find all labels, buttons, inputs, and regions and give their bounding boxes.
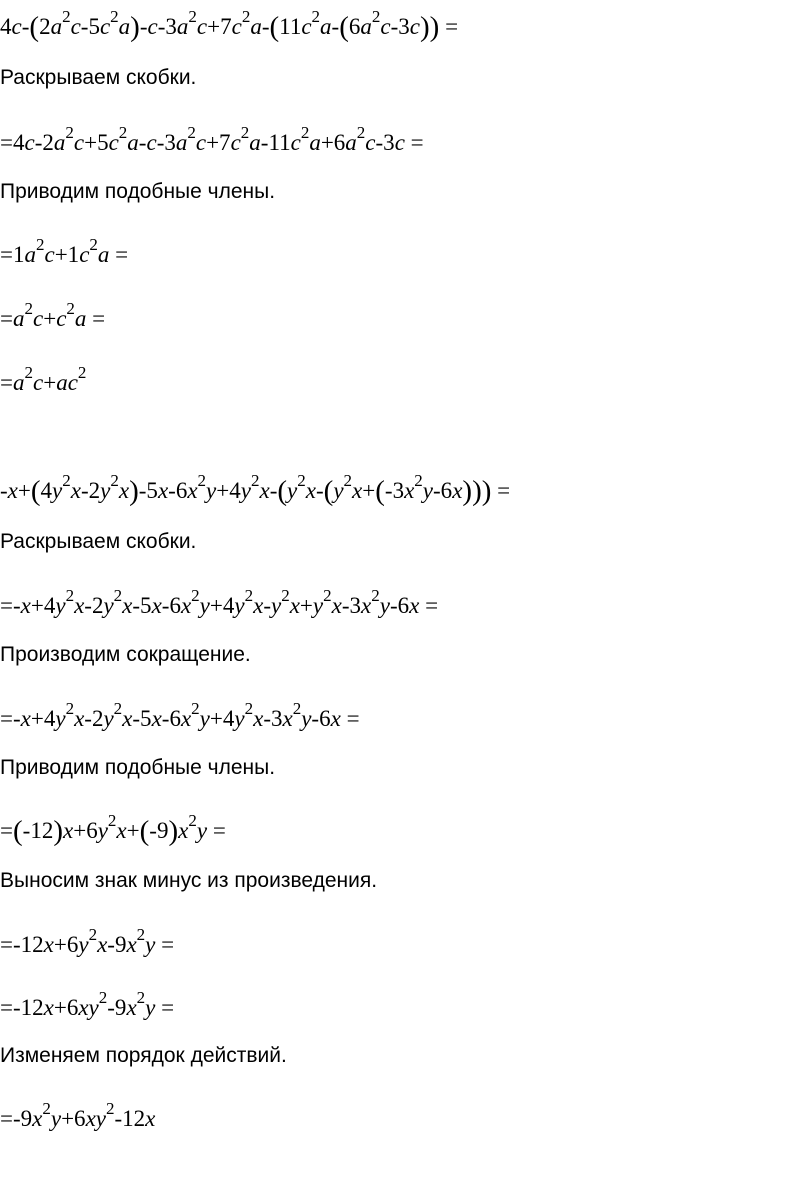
variable: x: [126, 932, 137, 957]
formula-term: =: [207, 818, 226, 843]
variable: x: [452, 478, 463, 503]
variable: y: [97, 818, 108, 843]
variable: c: [32, 370, 44, 395]
formula-term: +: [43, 306, 57, 331]
exponent: 2: [136, 988, 146, 1008]
variable: x: [32, 1106, 43, 1131]
formula-term: +1: [54, 242, 80, 267]
exponent: 2: [24, 363, 33, 383]
variable: a: [50, 14, 63, 39]
formula-term: +4: [30, 706, 56, 731]
variable: c: [365, 130, 376, 155]
variable: x: [97, 932, 108, 957]
formula-term: -6: [161, 706, 181, 731]
formula-term: -2: [34, 130, 54, 155]
formula-term: +6: [61, 1106, 86, 1131]
variable: x: [187, 478, 198, 503]
exponent: 2: [191, 586, 200, 606]
variable: c: [409, 14, 420, 39]
formula-term: +7: [206, 130, 231, 155]
variable: y: [52, 478, 63, 503]
problem2-step5-expr: [0, 988, 175, 1021]
variable: y: [333, 478, 344, 503]
variable: c: [56, 306, 67, 331]
variable: a: [53, 130, 66, 155]
variable: c: [32, 306, 44, 331]
variable: x: [63, 818, 74, 843]
variable: x: [180, 593, 192, 618]
formula-term: 6: [348, 14, 361, 39]
variable: y: [196, 818, 208, 843]
formula-term: +6: [53, 995, 79, 1020]
formula-term: -6: [433, 478, 453, 503]
variable: x: [74, 593, 85, 618]
variable: y: [199, 706, 210, 731]
variable: x: [7, 478, 18, 503]
variable: c: [79, 242, 90, 267]
problem2-step4-expr: [0, 925, 175, 958]
variable: x: [331, 593, 342, 618]
exponent: 2: [343, 471, 353, 491]
variable: x: [361, 593, 372, 618]
exponent: 2: [371, 7, 381, 27]
variable: x: [116, 818, 127, 843]
variable: c: [73, 130, 85, 155]
exponent: 2: [24, 299, 33, 319]
formula-term: =: [0, 130, 13, 155]
problem2-step2-text: Производим сокращение.: [0, 643, 251, 666]
variable: a: [249, 130, 261, 155]
variable: x: [126, 995, 137, 1020]
formula-term: =: [419, 593, 439, 618]
exponent: 2: [281, 586, 290, 606]
formula-term: +: [43, 370, 57, 395]
exponent: 2: [188, 7, 197, 27]
formula-term: -3: [384, 478, 405, 503]
formula-term: =: [109, 242, 129, 267]
formula-term: -5: [132, 593, 152, 618]
formula-term: -: [138, 130, 147, 155]
variable: y: [78, 932, 89, 957]
formula-term: =-12: [0, 932, 44, 957]
exponent: 2: [414, 471, 423, 491]
exponent: 2: [297, 471, 306, 491]
variable: a: [309, 130, 321, 155]
variable: y: [270, 593, 282, 618]
variable: x: [330, 706, 341, 731]
variable: x: [352, 478, 363, 503]
variable: xy: [78, 995, 99, 1020]
exponent: 2: [113, 699, 123, 719]
bracket: (: [269, 11, 280, 43]
exponent: 2: [292, 699, 302, 719]
problem1-expression: [0, 7, 459, 43]
formula-term: +: [362, 478, 376, 503]
variable: y: [145, 932, 156, 957]
exponent: 2: [187, 123, 196, 143]
formula-term: +: [299, 593, 313, 618]
variable: a: [360, 14, 372, 39]
problem2-step6-text: Изменяем порядок действий.: [0, 1044, 287, 1067]
exponent: 2: [371, 586, 380, 606]
problem2-step2-expr: [0, 699, 360, 732]
bracket: (: [277, 475, 288, 507]
variable: a: [12, 370, 25, 395]
formula-term: 4: [0, 14, 12, 39]
variable: y: [379, 593, 390, 618]
problem2-result: [0, 1099, 156, 1132]
formula-term: -5: [80, 14, 100, 39]
variable: c: [108, 130, 119, 155]
variable: a: [320, 14, 332, 39]
formula-term: =: [439, 14, 459, 39]
bracket: ): [472, 475, 482, 507]
exponent: 2: [118, 123, 128, 143]
problem2-step3-text: Приводим подобные члены.: [0, 756, 276, 779]
exponent: 2: [241, 7, 251, 27]
exponent: 2: [240, 123, 250, 143]
formula-term: +5: [84, 130, 109, 155]
variable: a: [127, 130, 139, 155]
variable: a: [250, 14, 262, 39]
bracket: (: [323, 475, 334, 507]
formula-term: =: [155, 932, 175, 957]
formula-term: =-12: [0, 995, 44, 1020]
variable: c: [231, 14, 242, 39]
formula-term: +: [17, 478, 31, 503]
formula-term: =1: [0, 242, 25, 267]
variable: c: [380, 14, 391, 39]
variable: x: [409, 593, 420, 618]
variable: x: [122, 706, 133, 731]
formula-term: +4: [30, 593, 56, 618]
formula-term: +4: [216, 478, 241, 503]
variable: y: [206, 478, 217, 503]
variable: y: [103, 706, 114, 731]
exponent: 2: [88, 925, 98, 945]
variable: x: [253, 706, 264, 731]
formula-term: -6: [389, 593, 410, 618]
formula-term: =-: [0, 593, 21, 618]
variable: y: [234, 706, 245, 731]
problem1-step2-text: Приводим подобные члены.: [0, 180, 276, 203]
bracket: (: [29, 11, 40, 43]
formula-term: +4: [209, 706, 235, 731]
formula-term: =: [404, 130, 424, 155]
exponent: 2: [65, 123, 74, 143]
formula-term: -9: [149, 818, 169, 843]
formula-term: -3: [375, 130, 395, 155]
formula-term: -3: [341, 593, 362, 618]
variable: y: [240, 478, 251, 503]
variable: c: [147, 14, 158, 39]
formula-term: =: [86, 306, 106, 331]
formula-term: =: [491, 478, 511, 503]
formula-term: =: [0, 306, 13, 331]
exponent: 2: [191, 699, 200, 719]
formula-term: -11: [260, 130, 291, 155]
variable: x: [20, 706, 31, 731]
formula-term: =: [0, 818, 13, 843]
bracket: (: [339, 11, 349, 43]
variable: c: [146, 130, 157, 155]
variable: c: [196, 14, 208, 39]
exponent: 2: [110, 7, 119, 27]
variable: y: [422, 478, 434, 503]
variable: x: [70, 478, 81, 503]
formula-term: -: [263, 593, 271, 618]
exponent: 2: [77, 363, 87, 383]
variable: c: [290, 130, 301, 155]
formula-term: +6: [53, 932, 79, 957]
variable: y: [50, 1106, 62, 1131]
bracket: ): [481, 475, 492, 507]
variable: a: [175, 130, 188, 155]
variable: y: [234, 593, 245, 618]
problem1-step3-expr: [0, 299, 106, 332]
variable: c: [44, 242, 55, 267]
exponent: 2: [65, 586, 75, 606]
variable: x: [289, 593, 300, 618]
variable: a: [118, 14, 131, 39]
exponent: 2: [197, 471, 207, 491]
variable: xy: [85, 1106, 106, 1131]
problem1-step1-expr: [0, 123, 424, 156]
formula-term: 4: [40, 478, 53, 503]
formula-term: 11: [279, 14, 302, 39]
formula-term: -: [269, 478, 278, 503]
variable: y: [312, 593, 324, 618]
variable: c: [301, 14, 312, 39]
variable: y: [287, 478, 298, 503]
formula-term: -12: [22, 818, 54, 843]
bracket: ): [53, 815, 63, 847]
variable: x: [118, 478, 130, 503]
formula-term: +6: [73, 818, 98, 843]
exponent: 2: [244, 699, 254, 719]
variable: x: [151, 706, 162, 731]
exponent: 2: [98, 988, 108, 1008]
variable: x: [43, 932, 54, 957]
problem1-step2-expr: [0, 235, 129, 268]
formula-term: -3: [157, 14, 177, 39]
variable: c: [394, 130, 405, 155]
exponent: 2: [110, 471, 119, 491]
variable: x: [43, 995, 54, 1020]
bracket: ): [129, 475, 139, 507]
problem2-step1-text: Раскрываем скобки.: [0, 530, 197, 553]
formula-term: -12: [114, 1106, 146, 1131]
variable: x: [404, 478, 415, 503]
exponent: 2: [244, 586, 254, 606]
problem2-step3-expr: [0, 811, 226, 847]
formula-term: 2: [39, 14, 51, 39]
formula-term: =-: [0, 706, 21, 731]
formula-term: -2: [84, 706, 104, 731]
variable: c: [70, 14, 81, 39]
formula-term: 4: [12, 130, 25, 155]
formula-term: -2: [84, 593, 104, 618]
bracket: ): [420, 11, 430, 43]
variable: x: [282, 706, 293, 731]
formula-term: -6: [161, 593, 181, 618]
variable: y: [55, 706, 66, 731]
formula-term: -3: [390, 14, 410, 39]
formula-term: -9: [107, 995, 127, 1020]
formula-term: +7: [207, 14, 232, 39]
formula-term: -: [139, 14, 148, 39]
formula-term: -: [261, 14, 270, 39]
formula-term: -5: [132, 706, 152, 731]
formula-term: -2: [80, 478, 101, 503]
problem2-expression: [0, 471, 511, 507]
bracket: ): [168, 815, 179, 847]
formula-term: =: [155, 995, 175, 1020]
variable: a: [97, 242, 110, 267]
variable: y: [55, 593, 66, 618]
variable: y: [199, 593, 210, 618]
variable: ac: [56, 370, 78, 395]
formula-term: -: [315, 478, 324, 503]
formula-term: -: [21, 14, 30, 39]
exponent: 2: [188, 811, 197, 831]
exponent: 2: [42, 1099, 51, 1119]
exponent: 2: [300, 123, 310, 143]
exponent: 2: [89, 235, 98, 255]
formula-term: -9: [107, 932, 127, 957]
variable: x: [178, 818, 189, 843]
variable: a: [74, 306, 87, 331]
variable: a: [176, 14, 189, 39]
formula-term: -6: [168, 478, 188, 503]
problem2-step4-text: Выносим знак минус из произведения.: [0, 869, 378, 892]
exponent: 2: [136, 925, 146, 945]
exponent: 2: [323, 586, 332, 606]
bracket: ): [462, 475, 473, 507]
bracket: ): [130, 11, 140, 43]
variable: y: [103, 593, 114, 618]
problem1-result: [0, 363, 87, 396]
formula-term: =-9: [0, 1106, 33, 1131]
exponent: 2: [311, 7, 321, 27]
variable: c: [24, 130, 35, 155]
exponent: 2: [356, 123, 366, 143]
variable: x: [157, 478, 169, 503]
exponent: 2: [113, 586, 123, 606]
exponent: 2: [35, 235, 45, 255]
exponent: 2: [65, 699, 75, 719]
variable: y: [145, 995, 156, 1020]
variable: x: [74, 706, 85, 731]
variable: y: [301, 706, 312, 731]
variable: y: [100, 478, 111, 503]
formula-term: -3: [263, 706, 283, 731]
bracket: (: [30, 475, 41, 507]
variable: x: [305, 478, 316, 503]
variable: c: [230, 130, 241, 155]
variable: a: [24, 242, 36, 267]
bracket: (: [12, 815, 23, 847]
problem2-step1-expr: [0, 586, 439, 619]
formula-term: +6: [320, 130, 346, 155]
formula-term: -: [0, 478, 8, 503]
variable: x: [180, 706, 192, 731]
variable: c: [11, 14, 22, 39]
formula-term: =: [0, 370, 13, 395]
exponent: 2: [66, 299, 75, 319]
formula-term: -5: [138, 478, 158, 503]
variable: x: [122, 593, 133, 618]
formula-term: -: [331, 14, 340, 39]
variable: x: [20, 593, 31, 618]
variable: x: [259, 478, 270, 503]
variable: x: [253, 593, 264, 618]
variable: a: [345, 130, 357, 155]
bracket: (: [375, 475, 385, 507]
formula-term: -3: [156, 130, 176, 155]
problem1-step1-text: Раскрываем скобки.: [0, 66, 197, 89]
bracket: (: [139, 815, 150, 847]
formula-term: -6: [311, 706, 331, 731]
formula-term: +4: [209, 593, 235, 618]
exponent: 2: [62, 7, 71, 27]
bracket: ): [429, 11, 440, 43]
variable: x: [151, 593, 162, 618]
variable: x: [145, 1106, 156, 1131]
variable: c: [99, 14, 111, 39]
exponent: 2: [250, 471, 260, 491]
variable: a: [12, 306, 25, 331]
exponent: 2: [105, 1099, 115, 1119]
formula-term: =: [340, 706, 360, 731]
formula-term: +: [126, 818, 140, 843]
variable: c: [195, 130, 207, 155]
exponent: 2: [107, 811, 117, 831]
exponent: 2: [62, 471, 71, 491]
